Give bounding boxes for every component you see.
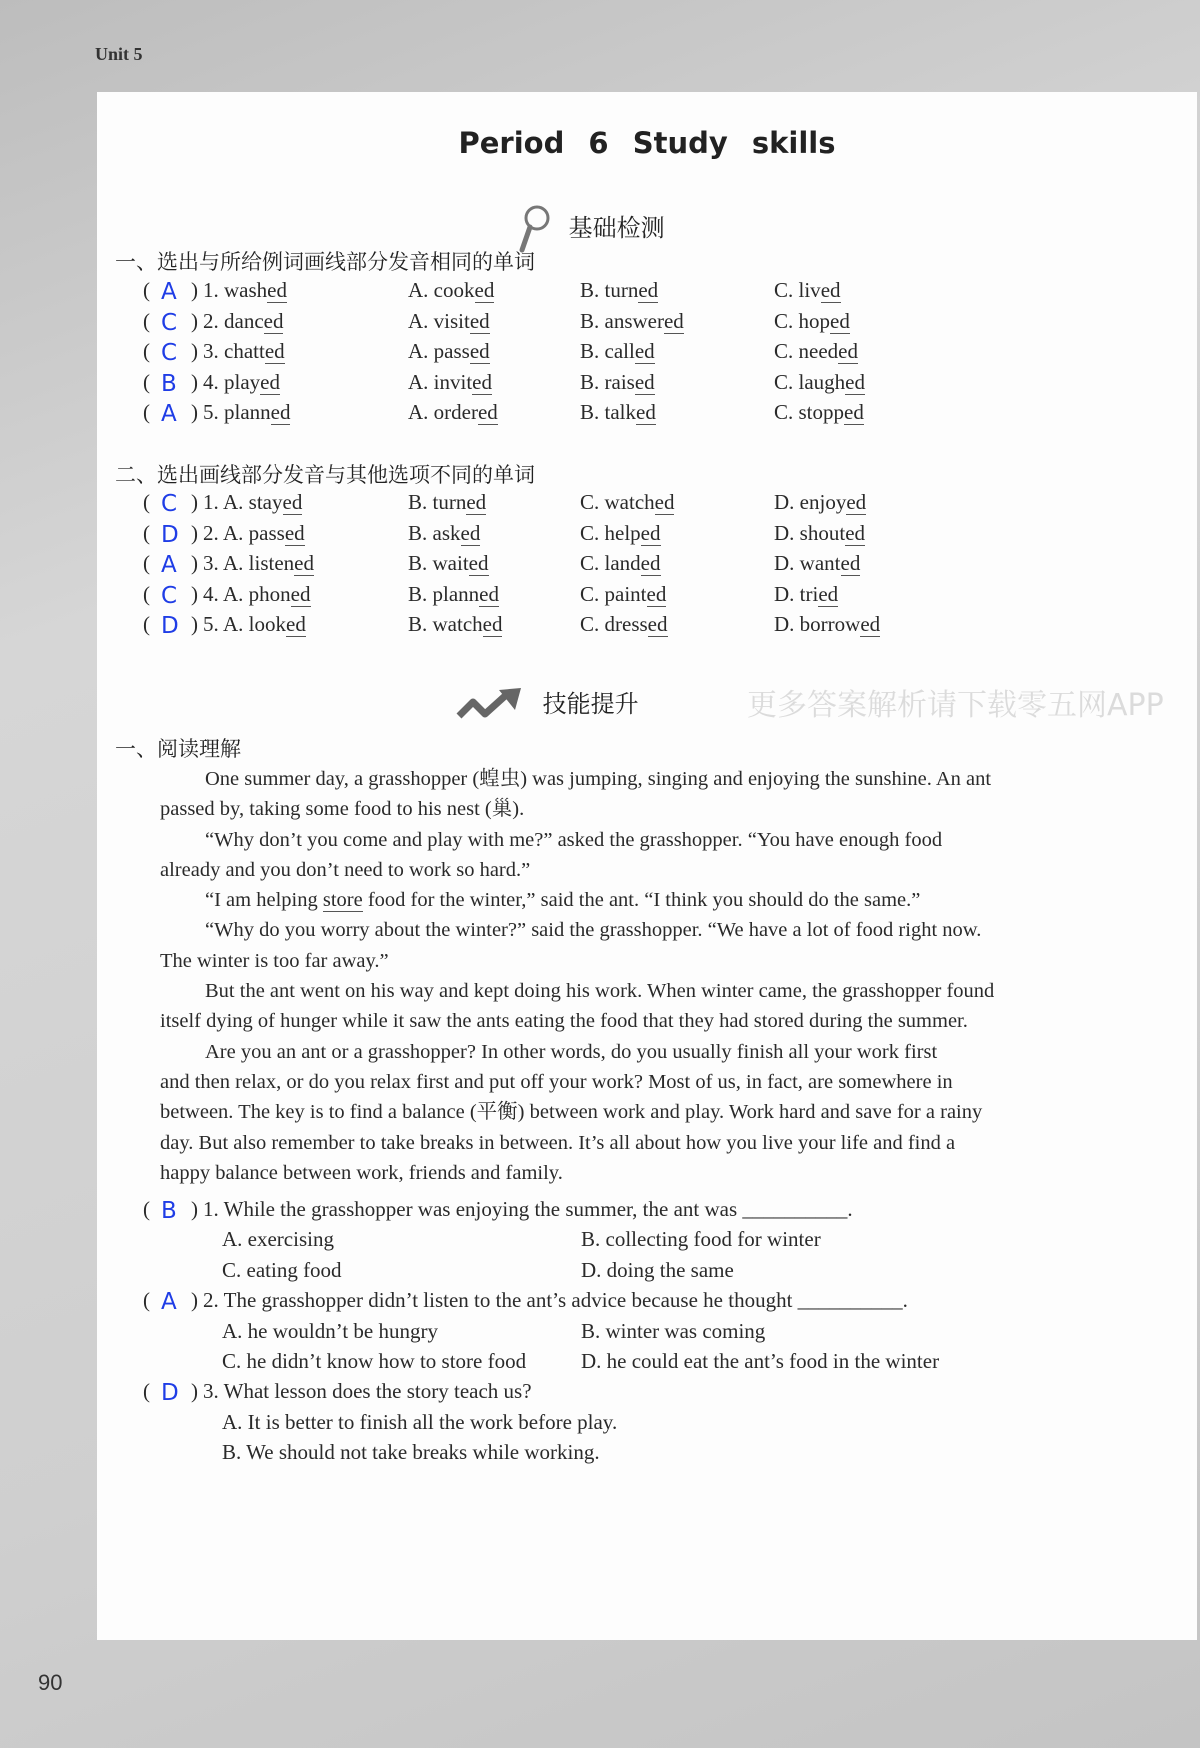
question-stem: 2. The grasshopper didn’t listen to the ant’s advice because he thought __________. — [203, 1288, 908, 1313]
question-row — [97, 275, 1097, 305]
section-1-heading: 一、选出与所给例词画线部分发音相同的单词 — [115, 250, 535, 274]
question-number: 3. — [203, 339, 219, 363]
passage-line — [160, 1097, 1090, 1127]
bracket-close: ) — [191, 520, 198, 545]
underlined-part: ed — [654, 490, 675, 514]
underlined-part: ed — [634, 369, 655, 394]
answer-mark: D — [161, 521, 179, 548]
question-number: 5. — [203, 400, 219, 424]
word-part: B. turn — [580, 278, 639, 302]
bracket-close: ) — [191, 308, 198, 333]
passage-line — [160, 1067, 1090, 1097]
option — [408, 397, 498, 427]
question-number: 3. — [203, 551, 219, 575]
word-part: danc — [224, 308, 264, 333]
option: D. doing the same — [581, 1257, 734, 1282]
word-part: B. ask — [408, 520, 461, 545]
word-part: A. visit — [408, 308, 470, 333]
word-part: between. The key is to find a balance (平衡) between work and play. Work hard and save for a rainy — [160, 1101, 983, 1124]
bracket-open: ( — [143, 520, 150, 545]
passage-line — [160, 1037, 1090, 1067]
word-part: C. help — [580, 520, 641, 545]
word-part: food for the winter,” said the ant. “I think you should do the same.” — [362, 889, 921, 912]
word-part: D. borrow — [774, 612, 861, 636]
word-part: C. stopp — [774, 400, 845, 424]
word-part: A. pass — [408, 339, 470, 363]
underlined-part: ed — [472, 369, 492, 394]
underlined-part: ed — [636, 400, 656, 424]
question-row — [97, 336, 1097, 366]
underlined-part: store — [322, 889, 363, 912]
question-row — [97, 397, 1097, 427]
underlined-part: ed — [267, 278, 287, 302]
option — [408, 518, 480, 548]
word-part: B. watch — [408, 612, 483, 636]
bracket-close: ) — [191, 278, 198, 302]
question-row — [97, 487, 1097, 517]
option: B. collecting food for winter — [581, 1227, 821, 1252]
word-part: A. order — [408, 400, 478, 424]
option-row — [97, 1255, 1097, 1285]
underlined-part: ed — [290, 581, 311, 606]
underlined-part: ed — [845, 520, 866, 545]
page-panel — [97, 92, 1197, 1640]
option: A. exercising — [222, 1227, 334, 1252]
option — [408, 579, 499, 609]
watermark: 更多答案解析请下载零五网APP — [747, 688, 1164, 723]
passage-line — [160, 1006, 1090, 1036]
word-part: “Why do you worry about the winter?” said the grasshopper. “We have a lot of food right now. — [205, 919, 982, 942]
underlined-part: ed — [260, 369, 280, 394]
answer-mark: A — [161, 552, 177, 578]
word-part: play — [224, 369, 261, 394]
option-row — [97, 1407, 1097, 1437]
underlined-part: ed — [469, 308, 490, 333]
word-part: B. plann — [408, 581, 480, 606]
section-2-heading: 二、选出画线部分发音与其他选项不同的单词 — [115, 463, 535, 487]
underlined-part: ed — [468, 551, 489, 575]
option — [774, 367, 865, 397]
underlined-part: ed — [638, 278, 659, 302]
word-part: A. stay — [223, 490, 283, 514]
answer-mark: A — [161, 401, 177, 427]
option — [223, 579, 311, 609]
underlined-part: ed — [474, 278, 495, 302]
bracket-close: ) — [191, 400, 198, 424]
question-word — [203, 306, 283, 336]
underlined-part: ed — [818, 581, 839, 606]
passage-line — [160, 885, 1090, 915]
option: D. he could eat the ant’s food in the winter — [581, 1349, 940, 1373]
underlined-part: ed — [294, 551, 314, 575]
word-part: A. look — [223, 612, 286, 636]
word-part: wash — [224, 278, 268, 302]
option — [774, 487, 866, 517]
option — [408, 275, 494, 305]
question-number: 1. — [203, 278, 219, 302]
word-part: D. shout — [774, 520, 846, 545]
passage-line — [160, 764, 1090, 794]
word-part: B. answer — [580, 308, 664, 333]
question-number: 4. — [203, 581, 219, 606]
question-number: 2. — [203, 520, 219, 545]
underlined-part: ed — [477, 400, 498, 424]
page-number: 90 — [38, 1670, 63, 1695]
underlined-part: ed — [270, 400, 291, 424]
bracket-close: ) — [191, 551, 198, 575]
option — [774, 397, 864, 427]
answer-mark: A — [161, 279, 177, 305]
word-part: C. liv — [774, 278, 821, 302]
option — [580, 397, 656, 427]
question-word — [203, 367, 280, 397]
option — [774, 306, 850, 336]
word-part: C. laugh — [774, 369, 846, 394]
word-part: B. talk — [580, 400, 636, 424]
word-part: C. hop — [774, 308, 831, 333]
question-number: 1. — [203, 490, 219, 514]
question-row — [97, 518, 1097, 548]
bracket-close: ) — [191, 369, 198, 394]
underlined-part: ed — [860, 612, 881, 636]
option — [408, 609, 502, 639]
section-band-skills — [455, 684, 639, 722]
option — [408, 548, 489, 578]
underlined-part: ed — [466, 490, 487, 514]
option — [580, 548, 661, 578]
answer-mark: C — [161, 491, 178, 517]
reading-question — [97, 1194, 1097, 1224]
option — [223, 487, 302, 517]
question-stem: 1. While the grasshopper was enjoying the summer, the ant was __________. — [203, 1197, 853, 1221]
answer-mark: C — [161, 340, 178, 366]
underlined-part: ed — [286, 612, 306, 636]
option — [408, 487, 486, 517]
answer-mark: B — [161, 1198, 177, 1224]
question-row — [97, 609, 1097, 639]
option — [580, 306, 684, 336]
passage-line — [160, 1158, 1090, 1188]
word-part: C. need — [774, 339, 839, 363]
page-title: Period 6 Study skills — [458, 126, 836, 160]
word-part: “I am helping — [205, 889, 323, 912]
word-part: and then relax, or do you relax first and put off your work? Most of us, in fact, are somewhere in — [160, 1070, 953, 1093]
option — [223, 548, 314, 578]
passage-line — [160, 976, 1090, 1006]
word-part: A. invit — [408, 369, 473, 394]
bracket-open: ( — [143, 1288, 150, 1313]
underlined-part: ed — [634, 339, 655, 363]
underlined-part: ed — [647, 612, 668, 636]
word-part: But the ant went on his way and kept doing his work. When winter came, the grasshopper found — [205, 980, 995, 1003]
question-number: 5. — [203, 612, 219, 636]
unit-label: Unit 5 — [95, 44, 143, 64]
reading-passage — [160, 764, 1090, 1188]
underlined-part: ed — [482, 612, 503, 636]
word-part: D. want — [774, 551, 841, 575]
option — [774, 548, 860, 578]
bracket-close: ) — [191, 490, 198, 514]
underlined-part: ed — [479, 581, 499, 606]
bracket-open: ( — [143, 612, 150, 636]
underlined-part: ed — [640, 551, 661, 575]
option — [774, 336, 858, 366]
option — [580, 367, 655, 397]
word-part: plann — [224, 400, 271, 424]
passage-line — [160, 915, 1090, 945]
question-word — [203, 275, 287, 305]
bracket-close: ) — [191, 1379, 198, 1404]
option: B. winter was coming — [581, 1318, 766, 1343]
band-label: 技能提升 — [542, 690, 639, 718]
bracket-open: ( — [143, 278, 150, 302]
underlined-part: ed — [663, 308, 684, 333]
word-part: One summer day, a grasshopper (蝗虫) was jumping, singing and enjoying the sunshine. An ant — [205, 768, 992, 790]
word-part: day. But also remember to take breaks in between. It’s all about how you live your life and find a — [160, 1131, 956, 1154]
bracket-close: ) — [191, 612, 198, 636]
band-label: 基础检测 — [568, 214, 665, 242]
answer-mark: C — [161, 309, 178, 336]
question-row — [97, 306, 1097, 336]
word-part: D. tri — [774, 581, 819, 606]
section-3-heading: 一、阅读理解 — [115, 737, 241, 761]
word-part: C. paint — [580, 581, 647, 606]
underlined-part: ed — [282, 490, 303, 514]
underlined-part: ed — [820, 278, 841, 302]
answer-mark: A — [161, 1289, 177, 1316]
underlined-part: ed — [460, 520, 481, 545]
option — [774, 275, 841, 305]
option — [580, 275, 658, 305]
bracket-open: ( — [143, 581, 150, 606]
option — [580, 336, 655, 366]
question-row — [97, 579, 1097, 609]
answer-mark: D — [161, 1380, 179, 1407]
option — [774, 609, 880, 639]
bracket-close: ) — [191, 581, 198, 606]
answer-mark: C — [161, 582, 178, 609]
reading-question — [97, 1376, 1097, 1406]
bracket-open: ( — [143, 1379, 150, 1404]
option: C. eating food — [222, 1257, 342, 1282]
underlined-part: ed — [284, 520, 305, 545]
passage-line — [160, 1128, 1090, 1158]
passage-line — [160, 825, 1090, 855]
word-part: C. watch — [580, 490, 655, 514]
option: B. We should not take breaks while working. — [222, 1440, 600, 1465]
bracket-close: ) — [191, 1197, 198, 1221]
underlined-part: ed — [264, 339, 285, 363]
word-part: The winter is too far away.” — [160, 949, 389, 972]
answer-mark: D — [161, 613, 179, 639]
rising-arrow-icon — [455, 688, 525, 722]
underlined-part: ed — [469, 339, 490, 363]
bracket-open: ( — [143, 400, 150, 424]
word-part: itself dying of hunger while it saw the ants eating the food that they had stored during the summer. — [160, 1010, 968, 1033]
word-part: happy balance between work, friends and family. — [160, 1161, 563, 1184]
word-part: B. rais — [580, 369, 635, 394]
question-word — [203, 397, 290, 427]
underlined-part: ed — [844, 400, 864, 424]
option-row — [97, 1437, 1097, 1467]
word-part: “Why don’t you come and play with me?” asked the grasshopper. “You have enough food — [205, 828, 943, 851]
bracket-open: ( — [143, 551, 150, 575]
question-word — [203, 336, 285, 366]
option — [223, 609, 306, 639]
bracket-open: ( — [143, 490, 150, 514]
bracket-open: ( — [143, 339, 150, 363]
option-row — [97, 1346, 1097, 1376]
word-part: passed by, taking some food to his nest (巢). — [160, 798, 525, 821]
word-part: chatt — [224, 339, 265, 363]
passage-line — [160, 946, 1090, 976]
question-number: 4. — [203, 369, 219, 394]
underlined-part: ed — [640, 520, 661, 545]
underlined-part: ed — [846, 490, 867, 514]
word-part: already and you don’t need to work so hard.” — [160, 858, 531, 881]
word-part: B. turn — [408, 490, 467, 514]
option — [580, 579, 666, 609]
word-part: A. cook — [408, 278, 475, 302]
option: C. he didn’t know how to store food — [222, 1349, 527, 1373]
word-part: Are you an ant or a grasshopper? In other words, do you usually finish all your work first — [205, 1040, 938, 1063]
bracket-close: ) — [191, 1288, 198, 1313]
passage-line — [160, 794, 1090, 824]
word-part: C. dress — [580, 612, 648, 636]
reading-question — [97, 1285, 1097, 1315]
underlined-part: ed — [646, 581, 667, 606]
word-part: D. enjoy — [774, 490, 847, 514]
option — [774, 579, 838, 609]
bracket-open: ( — [143, 1197, 150, 1221]
underlined-part: ed — [263, 308, 284, 333]
passage-line — [160, 855, 1090, 885]
option — [580, 518, 661, 548]
answer-mark: B — [161, 370, 177, 397]
bracket-open: ( — [143, 308, 150, 333]
underlined-part: ed — [838, 339, 858, 363]
question-row — [97, 367, 1097, 397]
section-band-basic — [517, 204, 665, 254]
underlined-part: ed — [845, 369, 865, 394]
option — [408, 367, 492, 397]
option: A. he wouldn’t be hungry — [222, 1318, 438, 1343]
bracket-open: ( — [143, 369, 150, 394]
word-part: A. listen — [223, 551, 295, 575]
underlined-part: ed — [840, 551, 861, 575]
word-part: C. land — [580, 551, 641, 575]
option-row — [97, 1224, 1097, 1254]
word-part: A. phon — [223, 581, 291, 606]
word-part: B. wait — [408, 551, 469, 575]
option — [580, 609, 668, 639]
word-part: A. pass — [223, 520, 285, 545]
option — [774, 518, 865, 548]
option — [223, 518, 305, 548]
option — [408, 336, 490, 366]
question-number: 2. — [203, 308, 219, 333]
option-row — [97, 1316, 1097, 1346]
option — [408, 306, 490, 336]
bracket-close: ) — [191, 339, 198, 363]
option — [580, 487, 674, 517]
option: A. It is better to finish all the work before play. — [222, 1409, 618, 1434]
question-stem: 3. What lesson does the story teach us? — [203, 1379, 532, 1404]
question-row — [97, 548, 1097, 578]
word-part: B. call — [580, 339, 635, 363]
underlined-part: ed — [830, 308, 850, 333]
